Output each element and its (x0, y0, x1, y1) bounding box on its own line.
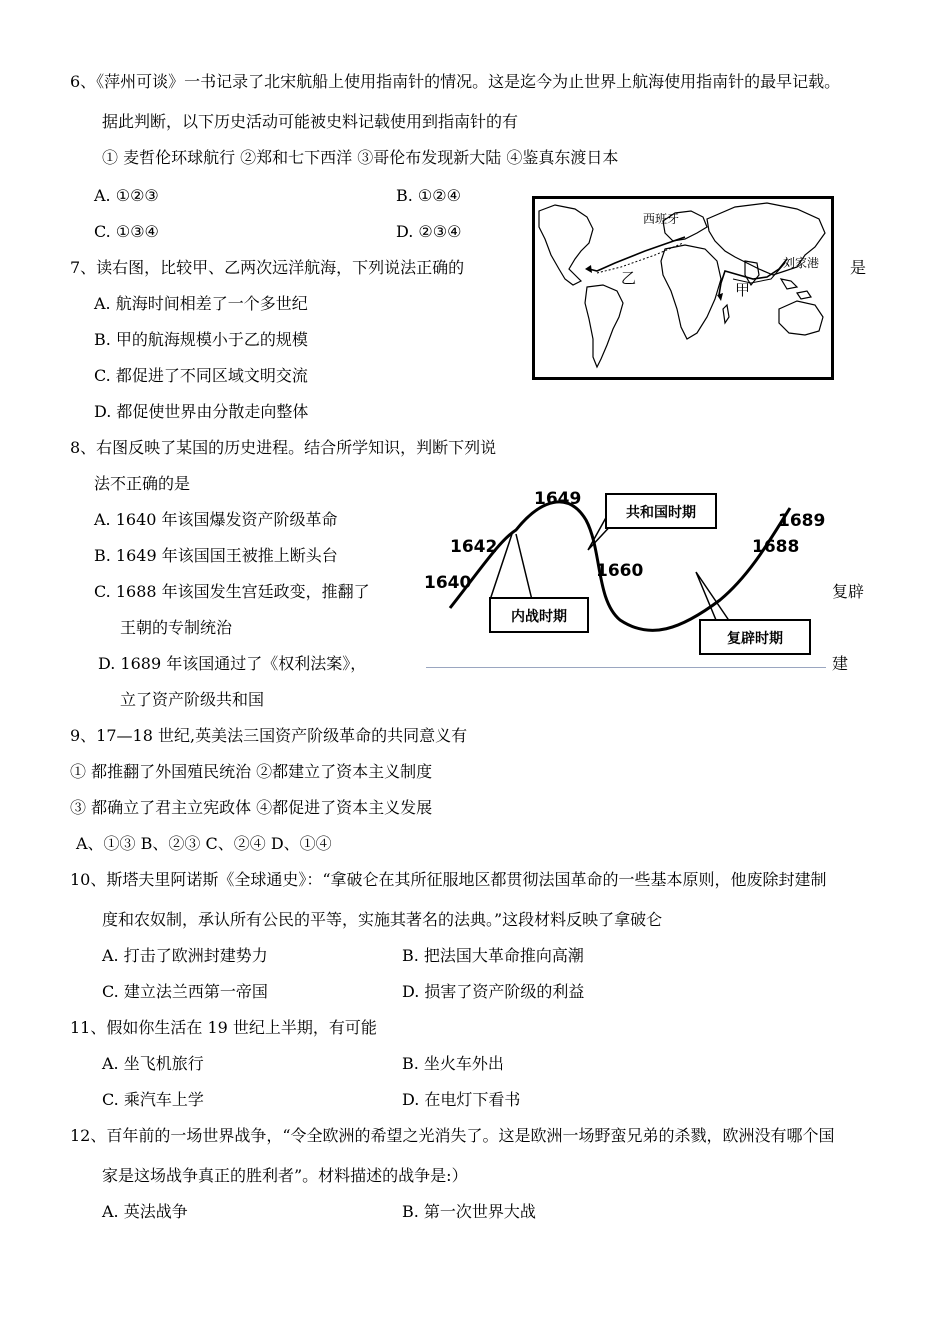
q8-option-a: A. 1640 年该国爆发资产阶级革命 (94, 510, 338, 529)
year-1689: 1689 (778, 511, 826, 531)
q6-option-c: C. ①③④ (94, 222, 159, 241)
q6-stem-line1: 6、《萍州可谈》一书记录了北宋航船上使用指南针的情况。这是迄今为止世界上航海使用指南针的最早记载。 (70, 72, 841, 91)
q6-option-a: A. ①②③ (94, 186, 159, 205)
q8-option-d-line1: D. 1689 年该国通过了《权利法案》， (98, 654, 367, 673)
q9-stem: 9、17—18 世纪,英美法三国资产阶级革命的共同意义有 (70, 726, 468, 745)
q8-option-b: B. 1649 年该国国王被推上断头台 (94, 546, 338, 565)
q7-option-b: B. 甲的航海规模小于乙的规模 (94, 330, 308, 349)
map-label-spain: 西班牙 (643, 212, 680, 226)
q10-option-a: A. 打击了欧洲封建势力 (102, 946, 268, 965)
q7-stem-tail: 是 (850, 258, 867, 277)
q12-option-a: A. 英法战争 (102, 1202, 188, 1221)
q10-option-d: D. 损害了资产阶级的利益 (402, 982, 585, 1001)
q10-option-b: B. 把法国大革命推向高潮 (402, 946, 584, 965)
q12-option-b: B. 第一次世界大战 (402, 1202, 536, 1221)
route-yi (589, 237, 685, 271)
q7-option-c: C. 都促进了不同区域文明交流 (94, 366, 308, 385)
q8-option-c-line2: 王朝的专制统治 (120, 618, 233, 637)
map-label-yi: 乙 (621, 269, 637, 287)
q6-option-d: D. ②③④ (396, 222, 462, 241)
q8-stem-line1: 8、右图反映了某国的历史进程。结合所学知识，判断下列说 (70, 438, 497, 457)
q11-option-d: D. 在电灯下看书 (402, 1090, 521, 1109)
world-map-drawing (535, 199, 831, 377)
year-1642: 1642 (450, 537, 498, 557)
year-1688: 1688 (752, 537, 800, 557)
q8-option-c-tail: 复辟 (832, 582, 865, 601)
q11-option-a: A. 坐飞机旅行 (102, 1054, 204, 1073)
label-republic: 共和国时期 (626, 505, 696, 521)
revolution-timeline (420, 480, 830, 670)
label-restoration: 复辟时期 (727, 631, 783, 647)
q9-items-line2: ③ 都确立了君主立宪政体 ④都促进了资本主义发展 (70, 798, 433, 817)
q9-items-line1: ① 都推翻了外国殖民统治 ②都建立了资本主义制度 (70, 762, 433, 781)
map-label-jia: 甲 (735, 281, 751, 299)
q11-option-c: C. 乘汽车上学 (102, 1090, 204, 1109)
q10-stem-line1: 10、斯塔夫里阿诺斯《全球通史》：“拿破仑在其所征服地区都贯彻法国革命的一些基本原则，他废除封建制 (70, 870, 827, 889)
q6-option-b: B. ①②④ (396, 186, 461, 205)
year-1649: 1649 (534, 489, 582, 509)
route-jia (719, 259, 787, 295)
q9-options: A、①③ B、②③ C、②④ D、①④ (76, 834, 332, 853)
year-1660: 1660 (596, 561, 644, 581)
q11-option-b: B. 坐火车外出 (402, 1054, 504, 1073)
q8-stem-line2: 法不正确的是 (94, 474, 191, 493)
voyage-map (532, 196, 834, 380)
q8-option-d-line2: 立了资产阶级共和国 (120, 690, 265, 709)
timeline-curve-drawing (420, 480, 830, 670)
divider-line (426, 667, 826, 668)
q8-option-c-line1: C. 1688 年该国发生宫廷政变，推翻了 (94, 582, 370, 601)
q7-option-d: D. 都促使世界由分散走向整体 (94, 402, 309, 421)
q10-stem-line2: 度和农奴制，承认所有公民的平等，实施其著名的法典。”这段材料反映了拿破仑 (102, 910, 663, 929)
q6-items: ① 麦哲伦环球航行 ②郑和七下西洋 ③哥伦布发现新大陆 ④鉴真东渡日本 (102, 148, 619, 167)
q11-stem: 11、假如你生活在 19 世纪上半期，有可能 (70, 1018, 377, 1037)
q7-stem: 7、读右图，比较甲、乙两次远洋航海，下列说法正确的 (70, 258, 465, 277)
q12-stem-line2: 家是这场战争真正的胜利者”。材料描述的战争是:） (102, 1166, 468, 1185)
q6-stem-line2: 据此判断，以下历史活动可能被史料记载使用到指南针的有 (102, 112, 519, 131)
q8-option-d-tail: 建 (832, 654, 849, 673)
q10-option-c: C. 建立法兰西第一帝国 (102, 982, 268, 1001)
q12-stem-line1: 12、百年前的一场世界战争，“令全欧洲的希望之光消失了。这是欧洲一场野蛮兄弟的杀戮，欧洲没有哪个国 (70, 1126, 835, 1145)
year-1640: 1640 (424, 573, 472, 593)
label-civil-war: 内战时期 (511, 609, 567, 625)
q7-option-a: A. 航海时间相差了一个多世纪 (94, 294, 308, 313)
map-label-liujiagang: 刘家港 (783, 256, 820, 270)
